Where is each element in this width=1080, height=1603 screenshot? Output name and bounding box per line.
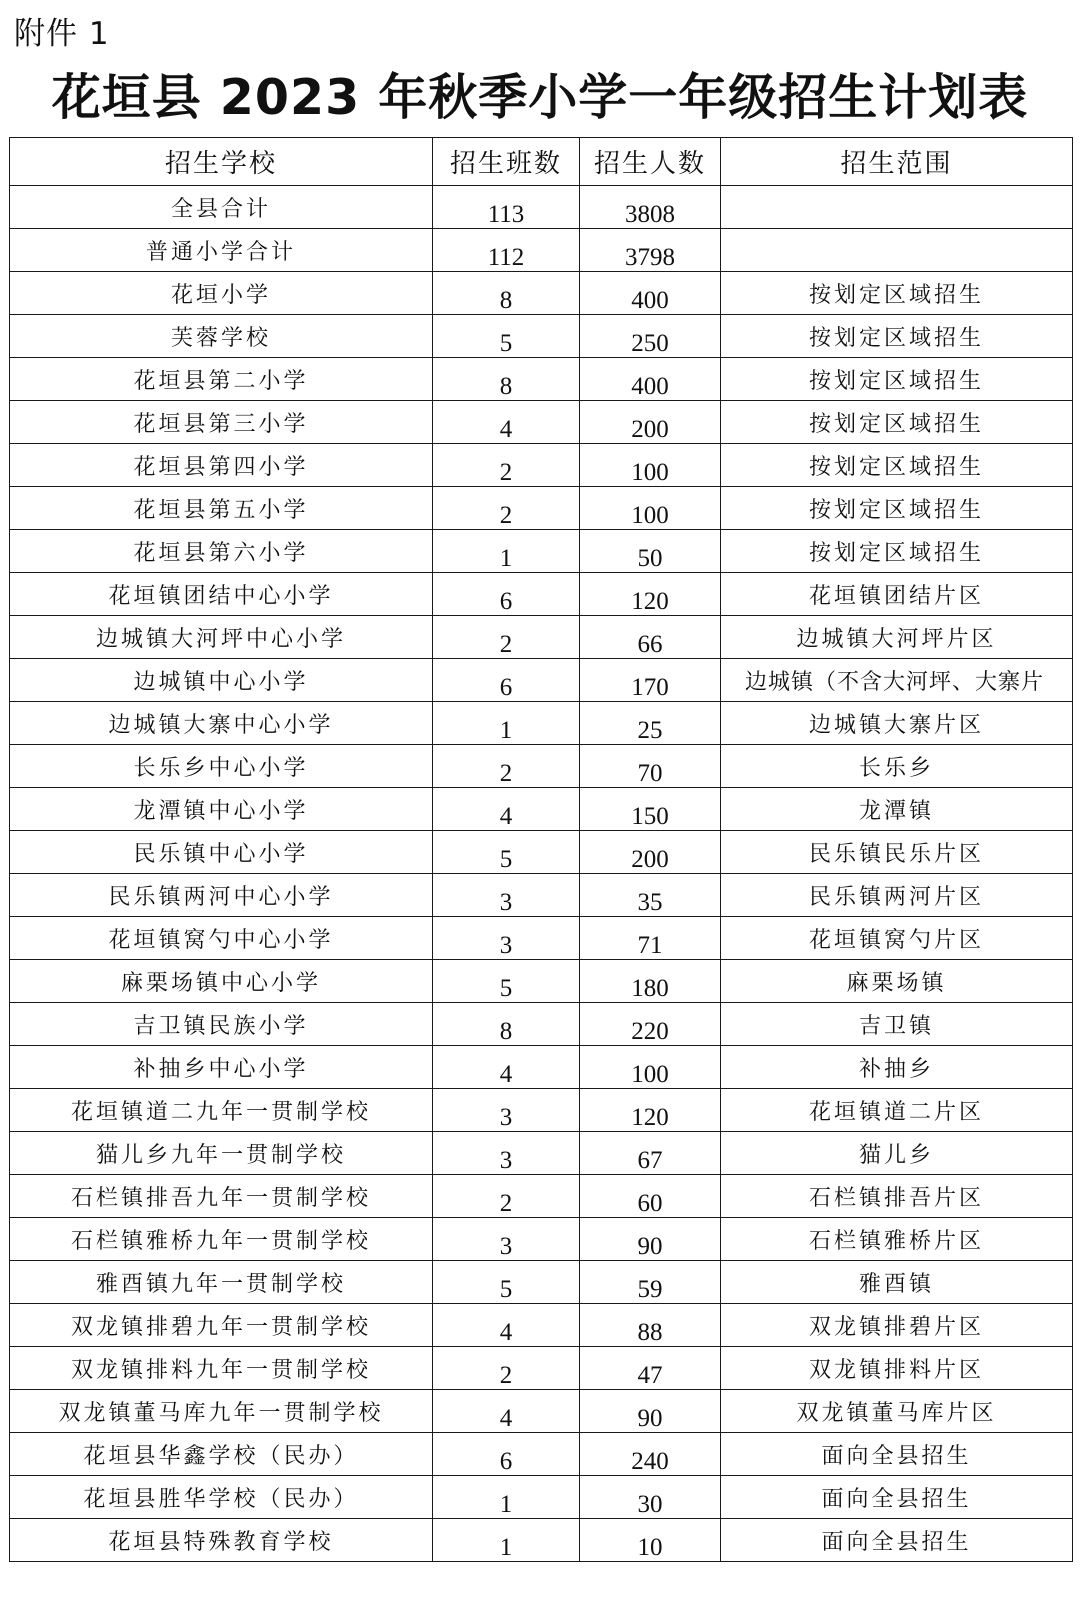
- students-cell: 25: [580, 702, 721, 745]
- classes-cell: 6: [433, 573, 580, 616]
- range-cell: 补抽乡: [721, 1046, 1073, 1089]
- table-row: [10, 573, 1073, 616]
- classes-cell: 5: [433, 960, 580, 1003]
- students-cell: 3808: [580, 186, 721, 229]
- table-header-row: [10, 138, 1073, 186]
- students-cell: 100: [580, 444, 721, 487]
- table-row: [10, 1089, 1073, 1132]
- table-row: [10, 831, 1073, 874]
- classes-cell: 2: [433, 444, 580, 487]
- school-cell: 花垣镇团结中心小学: [10, 573, 433, 616]
- students-cell: 90: [580, 1218, 721, 1261]
- school-cell: 花垣县第六小学: [10, 530, 433, 573]
- range-cell: 双龙镇排碧片区: [721, 1304, 1073, 1347]
- school-cell: 猫儿乡九年一贯制学校: [10, 1132, 433, 1175]
- range-cell: 面向全县招生: [721, 1433, 1073, 1476]
- table-row: [10, 315, 1073, 358]
- school-cell: 补抽乡中心小学: [10, 1046, 433, 1089]
- range-cell: [721, 229, 1073, 272]
- range-cell: 按划定区域招生: [721, 315, 1073, 358]
- school-cell: 吉卫镇民族小学: [10, 1003, 433, 1046]
- students-cell: 67: [580, 1132, 721, 1175]
- range-cell: 按划定区域招生: [721, 272, 1073, 315]
- school-cell: 花垣县第五小学: [10, 487, 433, 530]
- classes-cell: 1: [433, 530, 580, 573]
- header-classes: 招生班数: [433, 138, 580, 186]
- students-cell: 200: [580, 401, 721, 444]
- students-cell: 3798: [580, 229, 721, 272]
- range-cell: 长乐乡: [721, 745, 1073, 788]
- students-cell: 66: [580, 616, 721, 659]
- school-cell: 双龙镇排碧九年一贯制学校: [10, 1304, 433, 1347]
- classes-cell: 1: [433, 702, 580, 745]
- students-cell: 10: [580, 1519, 721, 1562]
- students-cell: 120: [580, 573, 721, 616]
- school-cell: 双龙镇排料九年一贯制学校: [10, 1347, 433, 1390]
- header-range: 招生范围: [721, 138, 1073, 186]
- range-cell: 石栏镇排吾片区: [721, 1175, 1073, 1218]
- school-cell: 边城镇大河坪中心小学: [10, 616, 433, 659]
- range-cell: 石栏镇雅桥片区: [721, 1218, 1073, 1261]
- table-row: [10, 1046, 1073, 1089]
- students-cell: 100: [580, 487, 721, 530]
- table-row: [10, 186, 1073, 229]
- table-row: [10, 1519, 1073, 1562]
- table-row: [10, 229, 1073, 272]
- school-cell: 花垣县第二小学: [10, 358, 433, 401]
- school-cell: 石栏镇雅桥九年一贯制学校: [10, 1218, 433, 1261]
- range-cell: 猫儿乡: [721, 1132, 1073, 1175]
- range-cell: [721, 186, 1073, 229]
- range-cell: 花垣镇道二片区: [721, 1089, 1073, 1132]
- school-cell: 花垣县华鑫学校（民办）: [10, 1433, 433, 1476]
- table-row: [10, 1390, 1073, 1433]
- school-cell: 花垣县第三小学: [10, 401, 433, 444]
- school-cell: 边城镇中心小学: [10, 659, 433, 702]
- classes-cell: 6: [433, 1433, 580, 1476]
- students-cell: 180: [580, 960, 721, 1003]
- classes-cell: 8: [433, 272, 580, 315]
- classes-cell: 5: [433, 831, 580, 874]
- table-row: [10, 702, 1073, 745]
- table-row: [10, 1304, 1073, 1347]
- students-cell: 50: [580, 530, 721, 573]
- range-cell: 边城镇（不含大河坪、大寨片: [721, 659, 1073, 702]
- classes-cell: 4: [433, 401, 580, 444]
- classes-cell: 5: [433, 315, 580, 358]
- students-cell: 60: [580, 1175, 721, 1218]
- students-cell: 250: [580, 315, 721, 358]
- school-cell: 民乐镇两河中心小学: [10, 874, 433, 917]
- range-cell: 边城镇大寨片区: [721, 702, 1073, 745]
- students-cell: 400: [580, 358, 721, 401]
- table-row: [10, 1132, 1073, 1175]
- school-cell: 麻栗场镇中心小学: [10, 960, 433, 1003]
- students-cell: 400: [580, 272, 721, 315]
- range-cell: 面向全县招生: [721, 1519, 1073, 1562]
- range-cell: 花垣镇团结片区: [721, 573, 1073, 616]
- table-row: [10, 874, 1073, 917]
- classes-cell: 2: [433, 745, 580, 788]
- school-cell: 长乐乡中心小学: [10, 745, 433, 788]
- classes-cell: 4: [433, 1046, 580, 1089]
- students-cell: 59: [580, 1261, 721, 1304]
- header-school: 招生学校: [10, 138, 433, 186]
- classes-cell: 3: [433, 1089, 580, 1132]
- table-row: [10, 616, 1073, 659]
- school-cell: 花垣镇道二九年一贯制学校: [10, 1089, 433, 1132]
- range-cell: 民乐镇民乐片区: [721, 831, 1073, 874]
- students-cell: 88: [580, 1304, 721, 1347]
- school-cell: 石栏镇排吾九年一贯制学校: [10, 1175, 433, 1218]
- students-cell: 240: [580, 1433, 721, 1476]
- table-row: [10, 917, 1073, 960]
- table-row: [10, 530, 1073, 573]
- classes-cell: 2: [433, 1347, 580, 1390]
- school-cell: 花垣小学: [10, 272, 433, 315]
- students-cell: 220: [580, 1003, 721, 1046]
- classes-cell: 4: [433, 788, 580, 831]
- range-cell: 龙潭镇: [721, 788, 1073, 831]
- table-row: [10, 358, 1073, 401]
- table-row: [10, 1433, 1073, 1476]
- range-cell: 麻栗场镇: [721, 960, 1073, 1003]
- table-row: [10, 1175, 1073, 1218]
- range-cell: 面向全县招生: [721, 1476, 1073, 1519]
- school-cell: 雅酉镇九年一贯制学校: [10, 1261, 433, 1304]
- table-row: [10, 401, 1073, 444]
- classes-cell: 8: [433, 1003, 580, 1046]
- classes-cell: 6: [433, 659, 580, 702]
- table-row: [10, 487, 1073, 530]
- table-row: [10, 1003, 1073, 1046]
- classes-cell: 5: [433, 1261, 580, 1304]
- school-cell: 芙蓉学校: [10, 315, 433, 358]
- classes-cell: 1: [433, 1476, 580, 1519]
- students-cell: 70: [580, 745, 721, 788]
- range-cell: 按划定区域招生: [721, 358, 1073, 401]
- range-cell: 按划定区域招生: [721, 530, 1073, 573]
- table-row: [10, 1261, 1073, 1304]
- classes-cell: 2: [433, 1175, 580, 1218]
- students-cell: 200: [580, 831, 721, 874]
- classes-cell: 3: [433, 1132, 580, 1175]
- students-cell: 150: [580, 788, 721, 831]
- range-cell: 雅酉镇: [721, 1261, 1073, 1304]
- school-cell: 普通小学合计: [10, 229, 433, 272]
- classes-cell: 112: [433, 229, 580, 272]
- table-row: [10, 788, 1073, 831]
- range-cell: 按划定区域招生: [721, 444, 1073, 487]
- school-cell: 花垣县胜华学校（民办）: [10, 1476, 433, 1519]
- table-row: [10, 272, 1073, 315]
- school-cell: 花垣县特殊教育学校: [10, 1519, 433, 1562]
- classes-cell: 4: [433, 1304, 580, 1347]
- classes-cell: 4: [433, 1390, 580, 1433]
- students-cell: 30: [580, 1476, 721, 1519]
- classes-cell: 113: [433, 186, 580, 229]
- school-cell: 民乐镇中心小学: [10, 831, 433, 874]
- range-cell: 吉卫镇: [721, 1003, 1073, 1046]
- table-row: [10, 1476, 1073, 1519]
- range-cell: 花垣镇窝勺片区: [721, 917, 1073, 960]
- table-row: [10, 444, 1073, 487]
- school-cell: 花垣镇窝勺中心小学: [10, 917, 433, 960]
- school-cell: 花垣县第四小学: [10, 444, 433, 487]
- school-cell: 龙潭镇中心小学: [10, 788, 433, 831]
- students-cell: 35: [580, 874, 721, 917]
- students-cell: 100: [580, 1046, 721, 1089]
- table-row: [10, 1218, 1073, 1261]
- range-cell: 按划定区域招生: [721, 487, 1073, 530]
- range-cell: 双龙镇董马库片区: [721, 1390, 1073, 1433]
- students-cell: 90: [580, 1390, 721, 1433]
- school-cell: 全县合计: [10, 186, 433, 229]
- table-body: [10, 186, 1073, 1562]
- range-cell: 按划定区域招生: [721, 401, 1073, 444]
- classes-cell: 2: [433, 487, 580, 530]
- classes-cell: 3: [433, 917, 580, 960]
- students-cell: 170: [580, 659, 721, 702]
- students-cell: 71: [580, 917, 721, 960]
- classes-cell: 8: [433, 358, 580, 401]
- range-cell: 双龙镇排料片区: [721, 1347, 1073, 1390]
- classes-cell: 3: [433, 874, 580, 917]
- students-cell: 47: [580, 1347, 721, 1390]
- students-cell: 120: [580, 1089, 721, 1132]
- enrollment-plan-table: [9, 137, 1073, 1562]
- classes-cell: 3: [433, 1218, 580, 1261]
- range-cell: 边城镇大河坪片区: [721, 616, 1073, 659]
- attachment-label: 附件 1: [14, 16, 110, 52]
- classes-cell: 1: [433, 1519, 580, 1562]
- range-cell: 民乐镇两河片区: [721, 874, 1073, 917]
- header-students: 招生人数: [580, 138, 721, 186]
- table-row: [10, 1347, 1073, 1390]
- classes-cell: 2: [433, 616, 580, 659]
- table-row: [10, 745, 1073, 788]
- school-cell: 边城镇大寨中心小学: [10, 702, 433, 745]
- school-cell: 双龙镇董马库九年一贯制学校: [10, 1390, 433, 1433]
- document-title: 花垣县 2023 年秋季小学一年级招生计划表: [51, 69, 1029, 126]
- table-row: [10, 960, 1073, 1003]
- table-row: [10, 659, 1073, 702]
